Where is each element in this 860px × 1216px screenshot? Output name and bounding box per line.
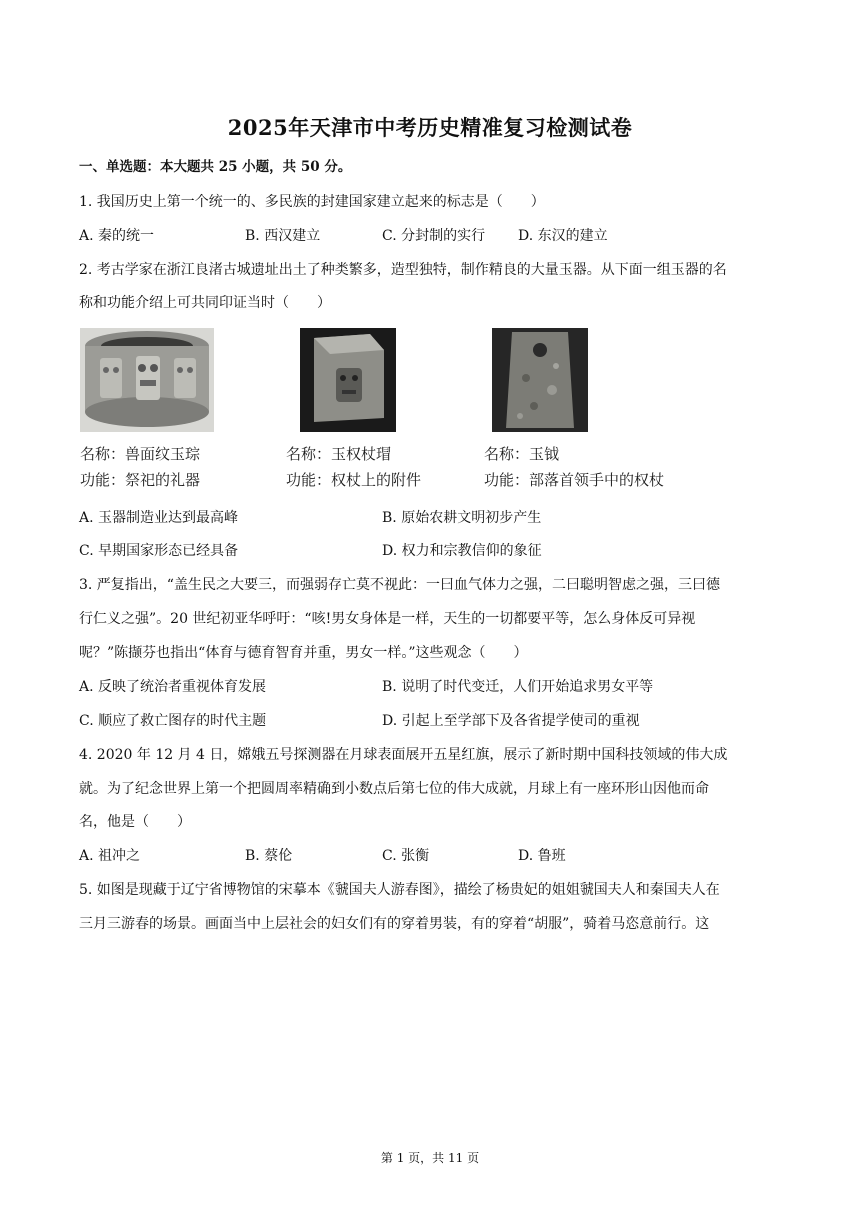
- artifact-1-name: 名称：兽面纹玉琮: [80, 445, 201, 463]
- question-4-stem-line-2: 就。为了纪念世界上第一个把圆周率精确到小数点后第七位的伟大成就，月球上有一座环形山因他而命: [79, 781, 709, 797]
- artifact-3-name: 名称：玉钺: [484, 445, 560, 463]
- jade-scepter-cap-icon: [300, 328, 396, 432]
- question-1-stem: 1. 我国历史上第一个统一的、多民族的封建国家建立起来的标志是（ ）: [79, 194, 545, 210]
- section-heading: 一、单选题：本大题共 25 小题，共 50 分。: [79, 159, 352, 175]
- question-2-option-b: B. 原始农耕文明初步产生: [382, 510, 542, 526]
- question-1-option-c: C. 分封制的实行: [382, 228, 486, 244]
- page-footer: 第 1 页，共 11 页: [380, 1151, 480, 1165]
- artifact-2-name: 名称：玉权杖瑁: [286, 445, 392, 463]
- question-1-option-b: B. 西汉建立: [245, 228, 321, 244]
- question-3-option-b: B. 说明了时代变迁，人们开始追求男女平等: [382, 679, 654, 695]
- question-2-option-a: A. 玉器制造业达到最高峰: [79, 510, 239, 526]
- artifact-1-function: 功能：祭祀的礼器: [80, 471, 201, 489]
- question-3-option-c: C. 顺应了救亡图存的时代主题: [79, 713, 267, 729]
- question-3-stem-line-1: 3. 严复指出，“盖生民之大要三，而强弱存亡莫不视此：一曰血气体力之强，二曰聪明智虑之强，三曰德: [79, 577, 720, 593]
- question-2-option-d: D. 权力和宗教信仰的象征: [382, 543, 542, 559]
- jade-axe-icon: [492, 328, 588, 432]
- question-1-option-d: D. 东汉的建立: [518, 228, 608, 244]
- artifact-3-function: 功能：部落首领手中的权杖: [484, 471, 665, 489]
- question-4-stem-line-1: 4. 2020 年 12 月 4 日，嫦娥五号探测器在月球表面展开五星红旗，展示了新时期中国科技领域的伟大成: [79, 747, 728, 763]
- question-4-option-a: A. 祖冲之: [79, 848, 141, 864]
- question-3-stem-line-2: 行仁义之强”。20 世纪初亚华呼吁：“咳!男女身体是一样，天生的一切都要平等，怎么身体反可异视: [79, 611, 696, 627]
- question-2-option-c: C. 早期国家形态已经具备: [79, 543, 239, 559]
- question-4-option-d: D. 鲁班: [518, 848, 566, 864]
- question-5-stem-line-2: 三月三游春的场景。画面当中上层社会的妇女们有的穿着男装，有的穿着“胡服”，骑着马恣意前行。这: [79, 916, 710, 932]
- page-title: 2025年天津市中考历史精准复习检测试卷: [227, 115, 633, 140]
- question-4-option-b: B. 蔡伦: [245, 848, 293, 864]
- question-5-stem-line-1: 5. 如图是现藏于辽宁省博物馆的宋摹本《虢国夫人游春图》，描绘了杨贵妃的姐姐虢国夫人和秦国夫人在: [79, 882, 720, 898]
- question-3-stem-line-3: 呢？”陈撷芬也指出“体育与德育智育并重，男女一样。”这些观念（ ）: [79, 645, 528, 661]
- question-2-stem-line-2: 称和功能介绍上可共同印证当时（ ）: [79, 295, 331, 311]
- jade-cong-icon: [80, 328, 214, 432]
- question-4-stem-line-3: 名，他是（ ）: [79, 814, 191, 830]
- question-2-stem-line-1: 2. 考古学家在浙江良渚古城遗址出土了种类繁多，造型独特，制作精良的大量玉器。从下面一组玉器的名: [79, 262, 727, 278]
- question-3-option-a: A. 反映了统治者重视体育发展: [79, 679, 267, 695]
- question-1-option-a: A. 秦的统一: [79, 228, 155, 244]
- artifact-2-function: 功能：权杖上的附件: [286, 471, 422, 489]
- question-4-option-c: C. 张衡: [382, 848, 430, 864]
- question-3-option-d: D. 引起上至学部下及各省提学使司的重视: [382, 713, 640, 729]
